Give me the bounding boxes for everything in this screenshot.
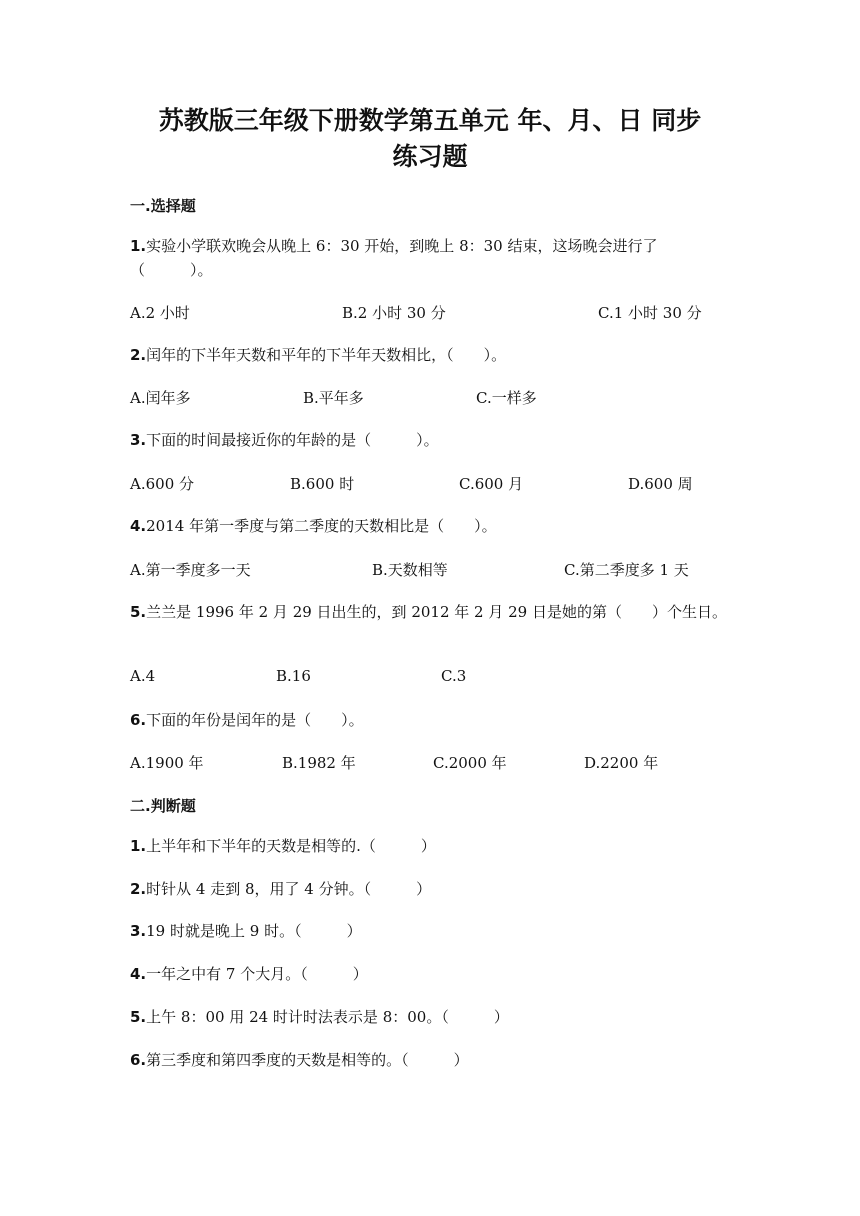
section-heading-choice: 一.选择题: [130, 197, 196, 215]
question-text: 一年之中有 7 个大月。（ ）: [146, 965, 368, 983]
question-text: 19 时就是晚上 9 时。（ ）: [146, 922, 362, 940]
judgment-question-5: [130, 1005, 730, 1029]
choice-question-5: [130, 600, 730, 624]
question-text: 上午 8：00 用 24 时计时法表示是 8：00。（ ）: [146, 1008, 509, 1026]
option-c: C.1 小时 30 分: [598, 304, 702, 322]
question-number: 5.: [130, 1008, 147, 1026]
choice-question-6: [130, 708, 730, 732]
question-number: 2.: [130, 880, 147, 898]
judgment-question-6: [130, 1048, 730, 1072]
question-text: 闰年的下半年天数和平年的下半年天数相比，（ ）。: [146, 346, 507, 364]
option-c: C.第二季度多 1 天: [564, 561, 689, 579]
question-number: 5.: [130, 603, 147, 621]
page-title-line-2: 练习题: [392, 142, 468, 171]
option-c: C.2000 年: [433, 754, 507, 772]
option-d: D.600 周: [628, 475, 693, 493]
option-b: B.1982 年: [282, 754, 356, 772]
option-a: A.闰年多: [130, 389, 191, 407]
option-c: C.600 月: [459, 475, 524, 493]
judgment-question-2: [130, 877, 730, 901]
option-b: B.600 时: [290, 475, 355, 493]
option-a: A.4: [130, 667, 156, 685]
judgment-question-4: [130, 962, 730, 986]
question-number: 4.: [130, 965, 147, 983]
judgment-question-1: [130, 834, 730, 858]
option-a: A.1900 年: [130, 754, 204, 772]
choice-question-1: [130, 234, 730, 282]
option-b: B.2 小时 30 分: [342, 304, 446, 322]
question-text: 兰兰是 1996 年 2 月 29 日出生的，到 2012 年 2 月 29 日是她的第（ ）个生日。: [146, 603, 727, 621]
section-heading-judgment: 二.判断题: [130, 797, 196, 815]
question-number: 3.: [130, 922, 147, 940]
question-number: 4.: [130, 517, 147, 535]
option-a: A.600 分: [130, 475, 194, 493]
question-number: 3.: [130, 431, 147, 449]
option-b: B.天数相等: [372, 561, 448, 579]
question-text: 下面的年份是闰年的是（ ）。: [146, 711, 364, 729]
question-number: 2.: [130, 346, 147, 364]
judgment-question-3: [130, 919, 730, 943]
question-number: 6.: [130, 711, 147, 729]
choice-question-3: [130, 428, 730, 452]
question-number: 6.: [130, 1051, 147, 1069]
option-c: C.一样多: [476, 389, 537, 407]
question-number: 1.: [130, 237, 147, 255]
question-text: 第三季度和第四季度的天数是相等的。（ ）: [146, 1051, 469, 1069]
option-c: C.3: [441, 667, 467, 685]
option-a: A.第一季度多一天: [130, 561, 251, 579]
question-text: 下面的时间最接近你的年龄的是（ ）。: [146, 431, 439, 449]
page-title-line-1: 苏教版三年级下册数学第五单元 年、月、日 同步: [158, 106, 702, 135]
option-b: B.平年多: [303, 389, 364, 407]
question-number: 1.: [130, 837, 147, 855]
option-b: B.16: [276, 667, 311, 685]
option-d: D.2200 年: [584, 754, 659, 772]
choice-question-2: [130, 343, 730, 367]
question-text: 2014 年第一季度与第二季度的天数相比是（ ）。: [146, 517, 497, 535]
question-text: 实验小学联欢晚会从晚上 6：30 开始，到晚上 8：30 结束，这场晚会进行了（ ）。: [130, 237, 658, 279]
option-a: A.2 小时: [130, 304, 190, 322]
choice-question-4: [130, 514, 730, 538]
question-text: 上半年和下半年的天数是相等的.（ ）: [146, 837, 436, 855]
question-text: 时针从 4 走到 8，用了 4 分钟。（ ）: [146, 880, 432, 898]
